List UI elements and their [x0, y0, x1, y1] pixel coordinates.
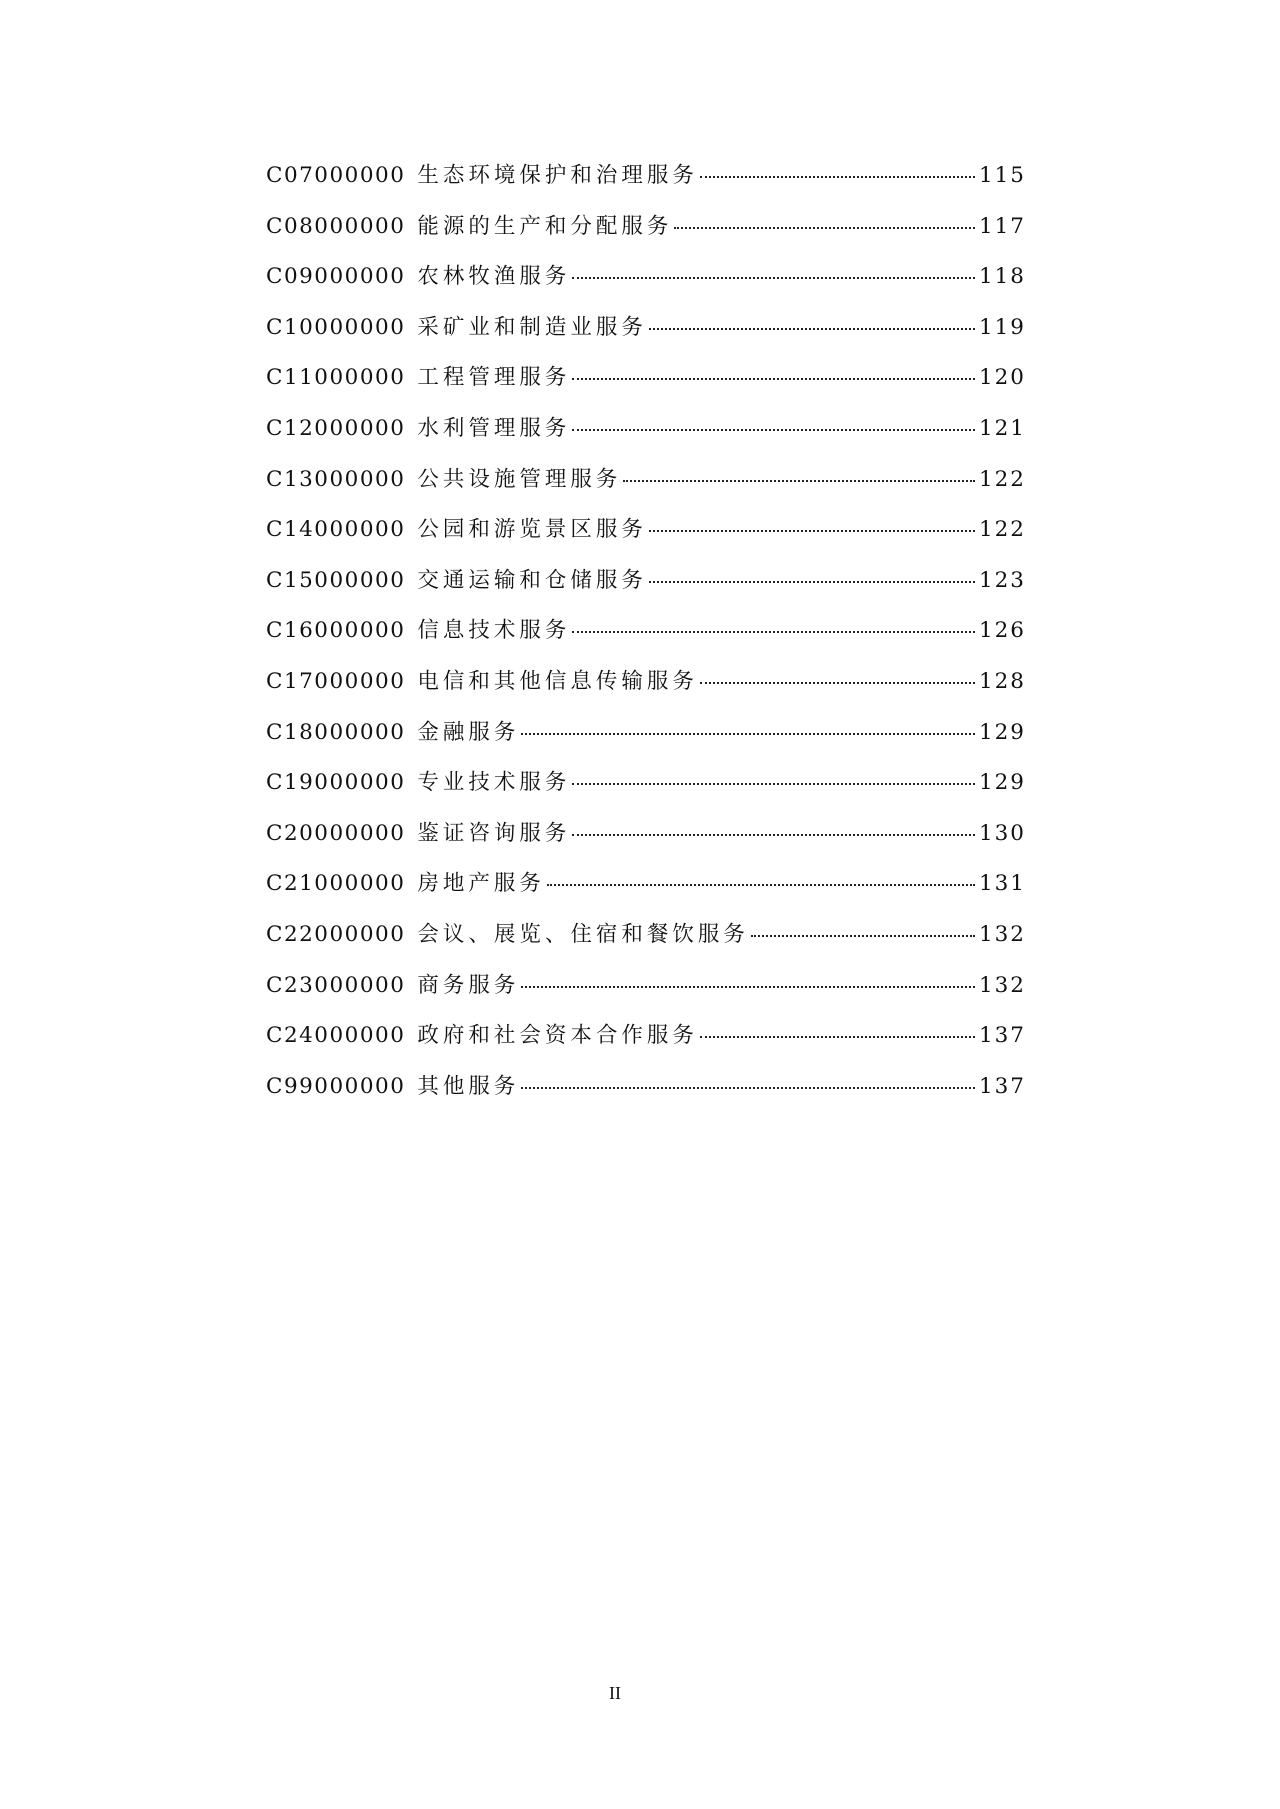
toc-dot-leader: [700, 1036, 975, 1038]
toc-entry[interactable]: [266, 310, 1026, 361]
toc-dot-leader: [572, 631, 975, 633]
toc-entry-code: C21000000: [266, 871, 406, 897]
toc-entry-code: C09000000: [266, 264, 406, 290]
toc-entry-title: 生态环境保护和治理服务: [417, 163, 698, 188]
toc-dot-leader: [572, 429, 975, 431]
toc-entry[interactable]: [266, 411, 1026, 462]
toc-entry[interactable]: [266, 917, 1026, 968]
toc-entry-page: 128: [978, 668, 1026, 694]
toc-entry-title: 房地产服务: [417, 871, 545, 897]
toc-entry-title: 其他服务: [417, 1073, 520, 1099]
toc-dot-leader: [649, 530, 975, 532]
toc-entry-title: 政府和社会资本合作服务: [417, 1023, 698, 1049]
toc-entry-code: C20000000: [266, 820, 406, 846]
toc-entry-title: 鉴证咨询服务: [417, 820, 571, 846]
toc-dot-leader: [751, 935, 975, 937]
toc-entry-page: 120: [978, 365, 1026, 391]
toc-entry-title: 专业技术服务: [417, 770, 571, 796]
toc-entry-page: 115: [978, 163, 1026, 188]
toc-dot-leader: [521, 733, 975, 735]
toc-entry-page: 129: [978, 719, 1026, 745]
toc-dot-leader: [521, 1087, 975, 1089]
toc-entry-title: 水利管理服务: [417, 415, 571, 441]
toc-entry[interactable]: [266, 715, 1026, 766]
toc-entry-page: 132: [978, 921, 1026, 947]
toc-dot-leader: [547, 884, 975, 886]
toc-entry[interactable]: [266, 1018, 1026, 1069]
toc-entry-page: 130: [978, 820, 1026, 846]
toc-dot-leader: [649, 328, 975, 330]
toc-entry-code: C23000000: [266, 972, 406, 998]
toc-entry-title: 工程管理服务: [417, 365, 571, 391]
toc-entry-code: C15000000: [266, 567, 406, 593]
toc-entry-page: 137: [978, 1073, 1026, 1099]
toc-entry-page: 123: [978, 567, 1026, 593]
toc-dot-leader: [572, 783, 975, 785]
toc-entry-code: C16000000: [266, 618, 406, 644]
toc-dot-leader: [623, 480, 975, 482]
toc-entry-code: C11000000: [266, 365, 406, 391]
toc-entry-title: 金融服务: [417, 719, 520, 745]
toc-entry-code: C19000000: [266, 770, 406, 796]
toc-entry-code: C18000000: [266, 719, 406, 745]
toc-dot-leader: [700, 682, 975, 684]
toc-entry-title: 会议、展览、住宿和餐饮服务: [417, 921, 749, 947]
toc-entry[interactable]: [266, 765, 1026, 816]
toc-dot-leader: [572, 834, 975, 836]
toc-entry-title: 交通运输和仓储服务: [417, 567, 647, 593]
toc-entry-title: 能源的生产和分配服务: [417, 213, 673, 239]
toc-entry[interactable]: [266, 1069, 1026, 1120]
toc-entry-title: 公共设施管理服务: [417, 466, 622, 492]
toc-dot-leader: [572, 378, 975, 380]
toc-dot-leader: [674, 227, 975, 229]
toc-entry-code: C17000000: [266, 668, 406, 694]
toc-entry-title: 电信和其他信息传输服务: [417, 668, 698, 694]
toc-entry-title: 农林牧渔服务: [417, 264, 571, 290]
toc-entry-page: 121: [978, 415, 1026, 441]
toc-entry-page: 122: [978, 466, 1026, 492]
toc-entry-code: C24000000: [266, 1023, 406, 1049]
toc-entry-title: 公园和游览景区服务: [417, 517, 647, 543]
toc-entry-code: C99000000: [266, 1073, 406, 1099]
toc-entry[interactable]: [266, 866, 1026, 917]
toc-entry-page: 118: [978, 264, 1026, 290]
toc-entry[interactable]: [266, 512, 1026, 563]
toc-entry-code: C12000000: [266, 415, 406, 441]
toc-entry-page: 137: [978, 1023, 1026, 1049]
toc-entry-page: 126: [978, 618, 1026, 644]
toc-entry-title: 商务服务: [417, 972, 520, 998]
toc-entry[interactable]: [266, 664, 1026, 715]
toc-entry-page: 132: [978, 972, 1026, 998]
toc-entry-page: 129: [978, 770, 1026, 796]
toc-entry-page: 119: [978, 314, 1026, 340]
toc-dot-leader: [572, 277, 975, 279]
page-number: II: [609, 1683, 621, 1703]
toc-entry[interactable]: [266, 816, 1026, 867]
toc-dot-leader: [649, 581, 975, 583]
toc-entry[interactable]: [266, 613, 1026, 664]
toc-entry-page: 117: [978, 213, 1026, 239]
toc-entry-title: 采矿业和制造业服务: [417, 314, 647, 340]
toc-entry-title: 信息技术服务: [417, 618, 571, 644]
toc-entry-code: C22000000: [266, 921, 406, 947]
toc-entry-page: 122: [978, 517, 1026, 543]
toc-entry[interactable]: [266, 259, 1026, 310]
toc-entry[interactable]: [266, 462, 1026, 513]
toc-dot-leader: [700, 176, 975, 178]
toc-entry-code: C14000000: [266, 517, 406, 543]
toc-entry-code: C07000000: [266, 163, 406, 188]
toc-entry[interactable]: [266, 563, 1026, 614]
toc-entry[interactable]: [266, 360, 1026, 411]
toc-entry-code: C13000000: [266, 466, 406, 492]
toc-entry[interactable]: [266, 209, 1026, 260]
toc-entry-page: 131: [978, 871, 1026, 897]
toc-entry-code: C10000000: [266, 314, 406, 340]
toc-entry-code: C08000000: [266, 213, 406, 239]
toc-dot-leader: [521, 986, 975, 988]
toc-entry[interactable]: [266, 968, 1026, 1019]
table-of-contents: [266, 158, 1026, 1119]
toc-entry[interactable]: [266, 158, 1026, 209]
